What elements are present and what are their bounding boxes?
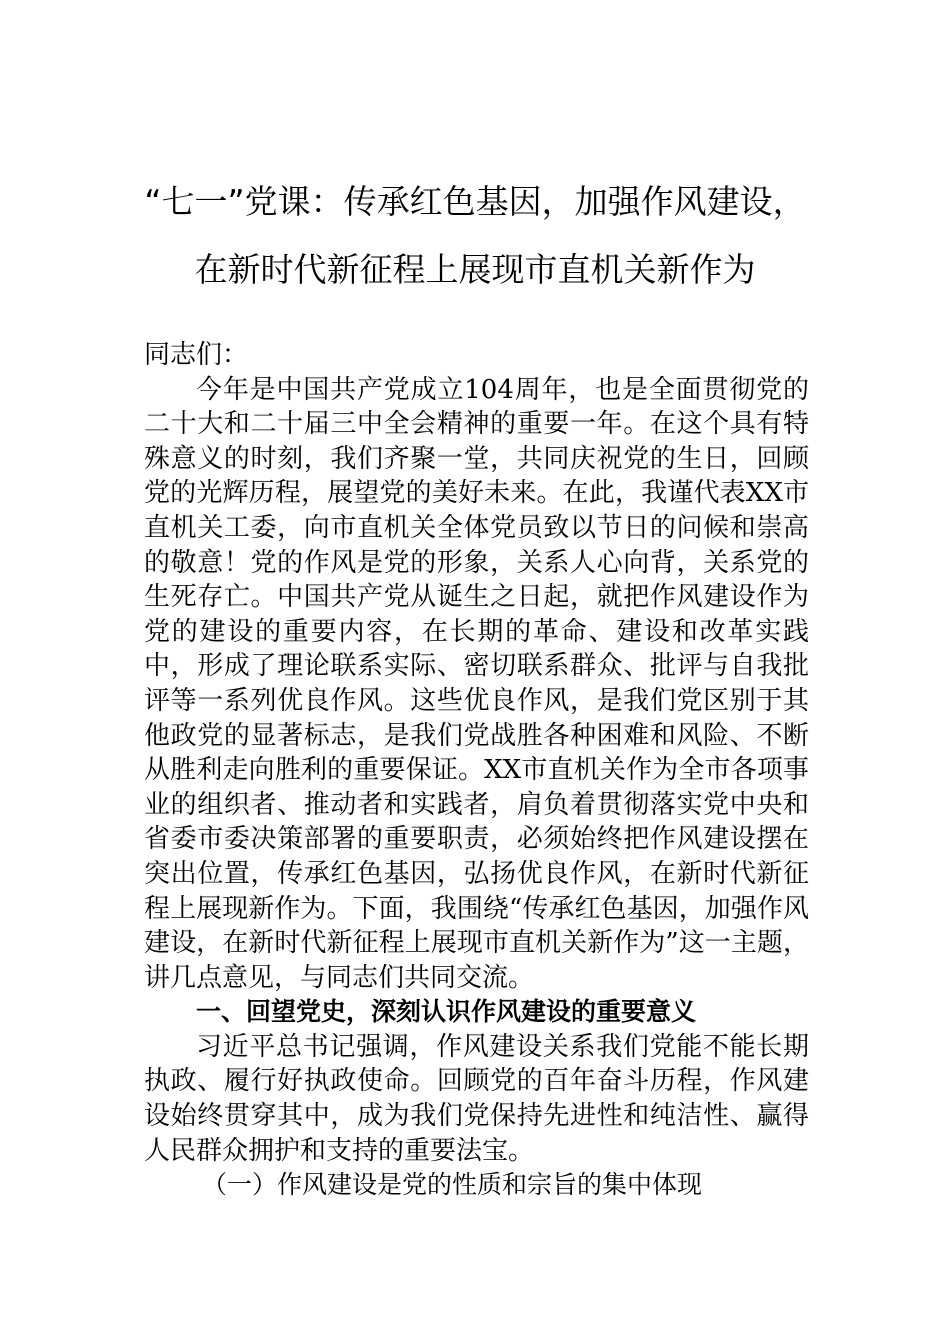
subsection-heading-1: （一）作风建设是党的性质和宗旨的集中体现 bbox=[202, 1170, 703, 1200]
section-heading-1: 一、回望党史，深刻认识作风建设的重要意义 bbox=[196, 997, 697, 1027]
body-paragraph-1: 今年是中国共产党成立104周年，也是全面贯彻党的二十大和二十届三中全会精神的重要一年。在这个具有特殊意义的时刻，我们齐聚一堂，共同庆祝党的生日，回顾党的光辉历程，展望党的美好未来。在此，我谨代表XX市直机关工委，向市直机关全体党员致以节日的问候和崇高的敬意！党的作风是党的形象，关系人心向背，关系党的生死存亡。中国共产党从诞生之日起，就把作风建设作为党的建设的重要内容，在长期的革命、建设和改革实践中，形成了理论联系实际、密切联系群众、批评与自我批评等一系列优良作风。这些优良作风，是我们党区别于其他政党的显著标志，是我们党战胜各种困难和风险、不断从胜利走向胜利的重要保证。XX市直机关作为全市各项事业的组织者、推动者和实践者，肩负着贯彻落实党中央和省委市委决策部署的重要职责，必须始终把作风建设摆在突出位置，传承红色基因，弘扬优良作风，在新时代新征程上展现新作为。下面，我围绕“传承红色基因，加强作风建设，在新时代新征程上展现市直机关新作为”这一主题，讲几点意见，与同志们共同交流。 bbox=[144, 374, 809, 993]
document-title-line-1: “七一”党课：传承红色基因，加强作风建设， bbox=[144, 182, 806, 221]
document-body bbox=[144, 338, 809, 1203]
salutation: 同志们： bbox=[144, 340, 249, 370]
document-title-line-2: 在新时代新征程上展现市直机关新作为 bbox=[194, 250, 756, 289]
body-paragraph-2: 习近平总书记强调，作风建设关系我们党能不能长期执政、履行好执政使命。回顾党的百年奋斗历程，作风建设始终贯穿其中，成为我们党保持先进性和纯洁性、赢得人民群众拥护和支持的重要法宝。 bbox=[144, 1031, 809, 1166]
